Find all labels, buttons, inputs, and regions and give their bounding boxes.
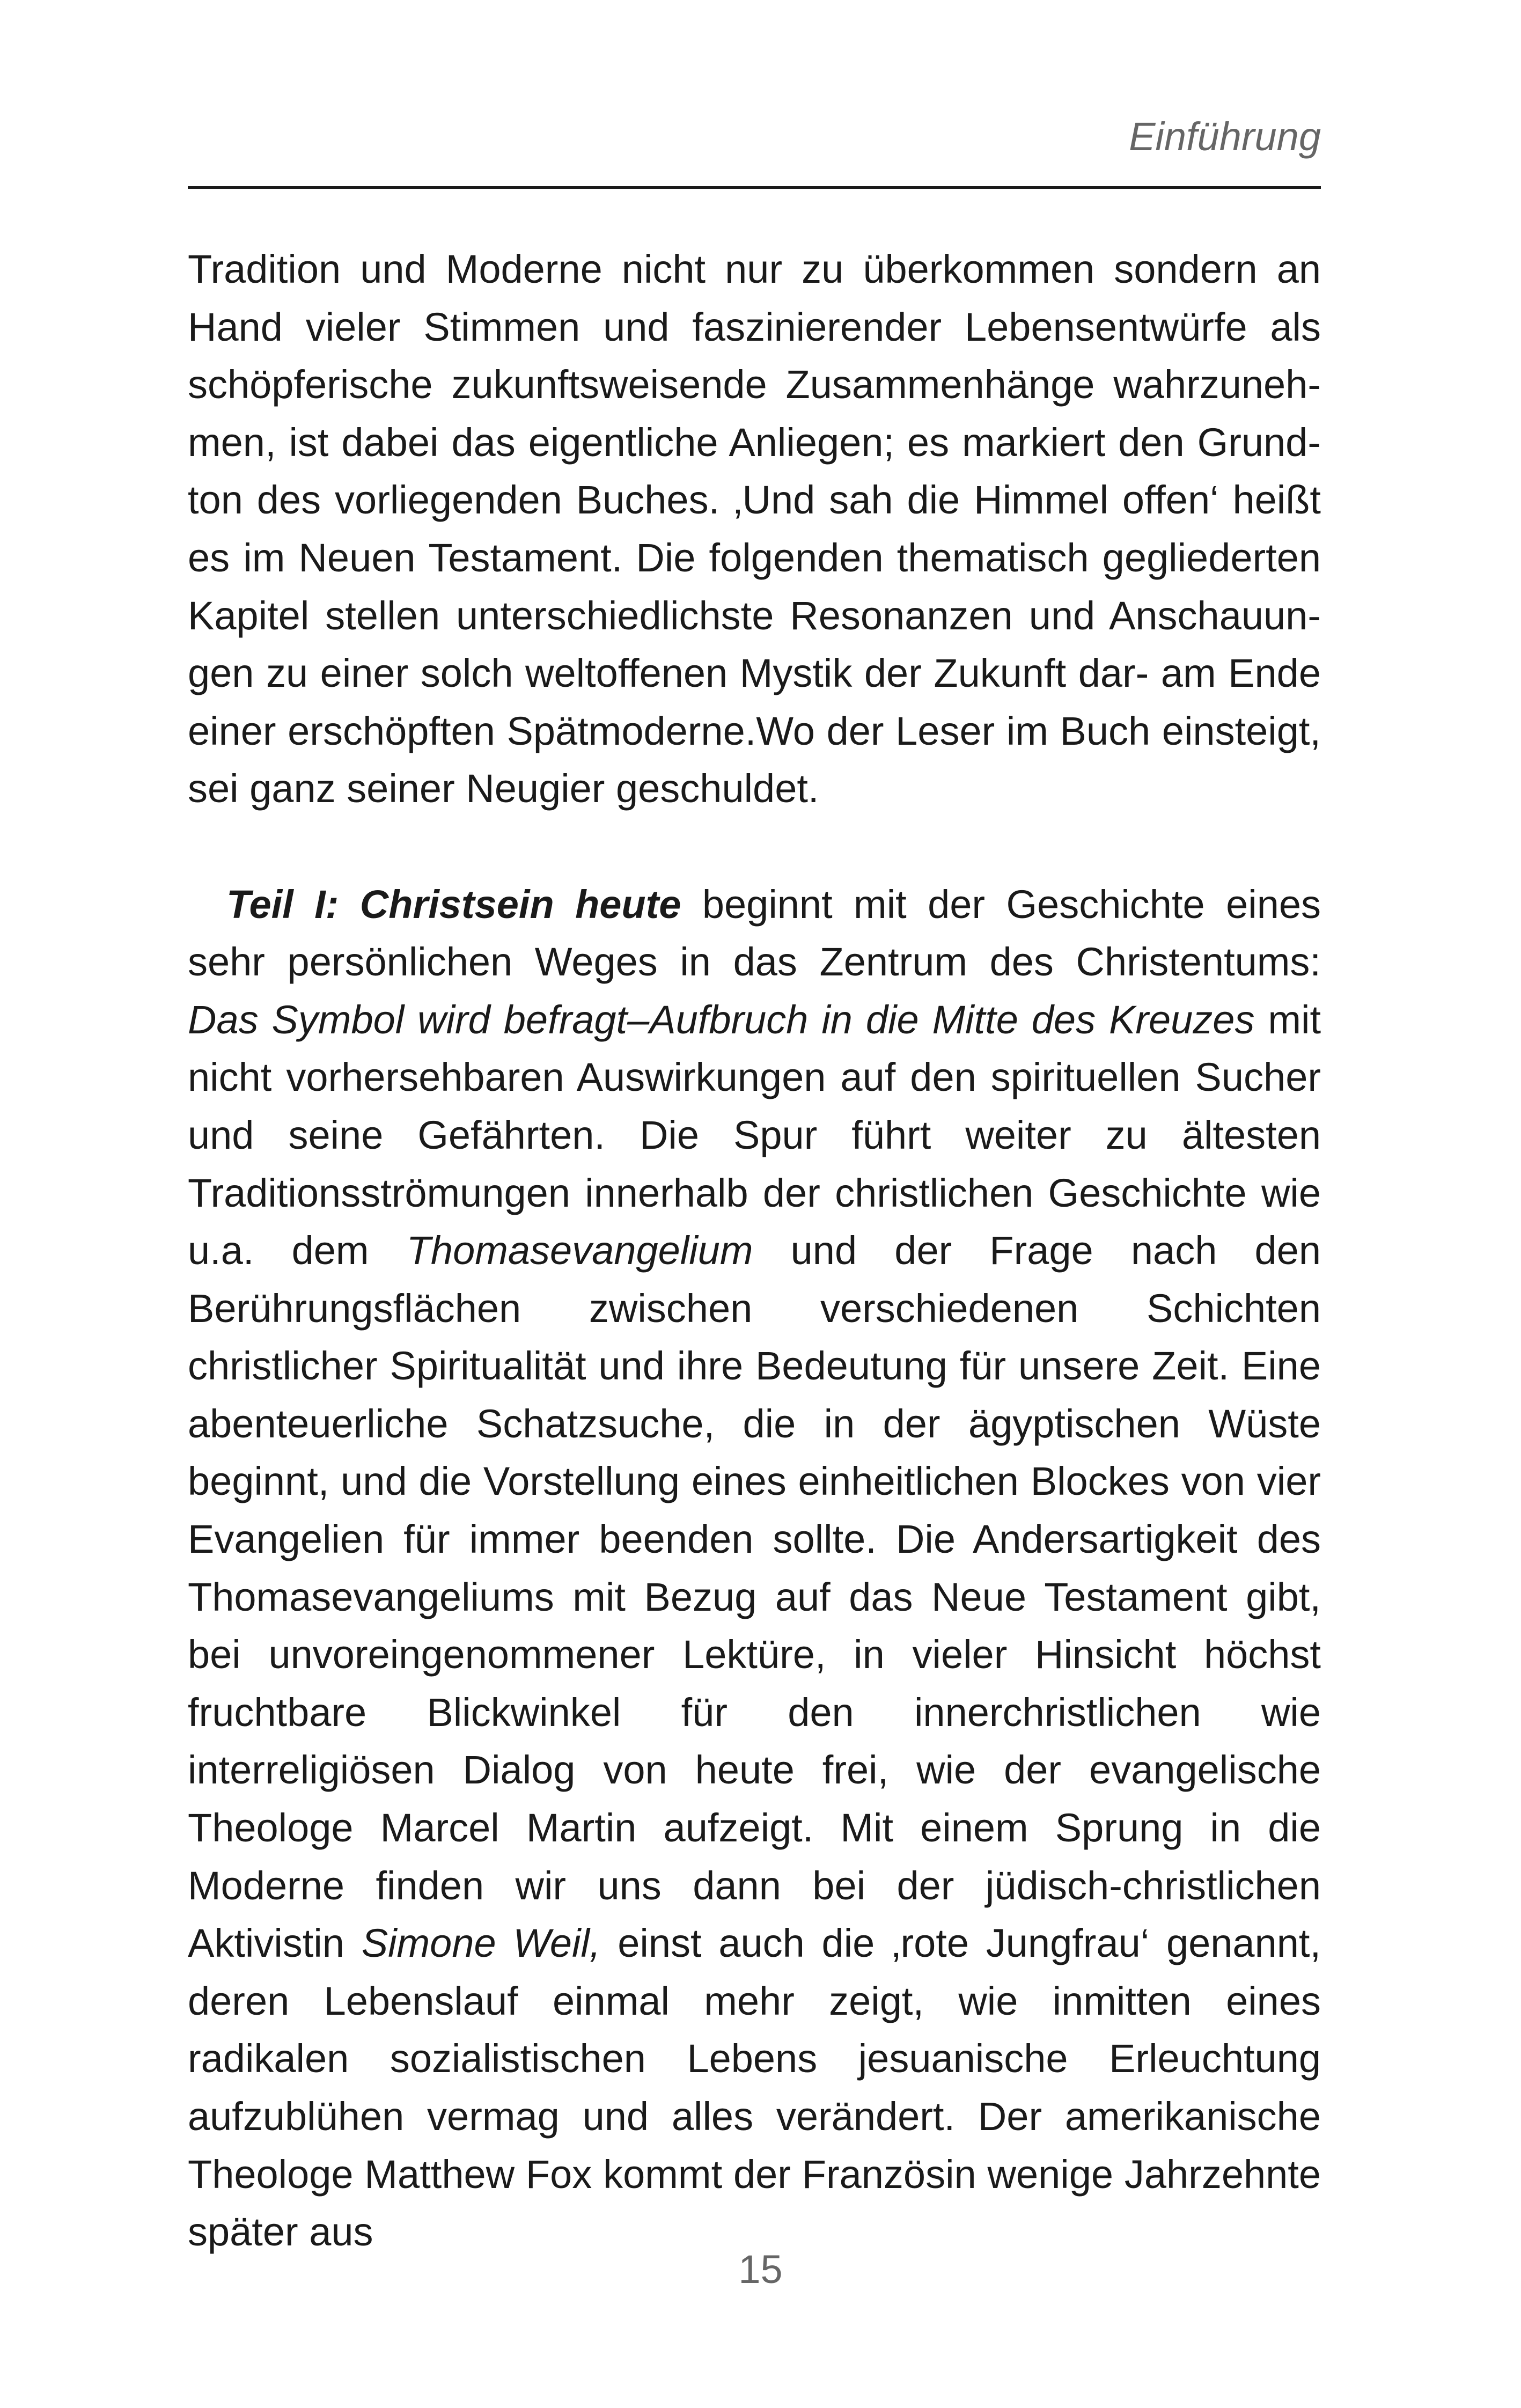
section-title: Teil I: Christsein heute [226,882,681,927]
person-name-emphasis: Simone Weil, [361,1921,601,1966]
paragraph-text: beginnt mit der Geschichte eines sehr persönlichen Weges in das Zentrum des Christentums: [188,882,1321,985]
body-text [188,240,1321,2261]
chapter-title-emphasis: Das Symbol wird befragt–Aufbruch in die Mitte des Kreuzes [188,997,1255,1042]
header-rule [188,186,1321,189]
paragraph-part-one [188,876,1321,2261]
paragraph-intro: Tradition und Moderne nicht nur zu überkommen sondern an Hand vieler Stimmen und faszinierender Lebensentwürfe als schöpferische zukunftsweisende Zusammenhänge wahrzunehmen, ist dabei das eigentliche Anliegen; es markiert den Grundton des vorliegenden Buches. ‚Und sah die Himmel offen‘ heißt es im Neuen Testament. Die folgenden thematisch gegliederten Kapitel stellen unterschiedlichste Resonanzen und Anschauungen zu einer solch weltoffenen Mystik der Zukunft dar- am Ende einer erschöpften Spätmoderne.Wo der Leser im Buch einsteigt, sei ganz seiner Neugier geschuldet. [188,247,1321,811]
gospel-title-emphasis: Thomasevangelium [406,1228,753,1273]
running-head-title: Einführung [1129,114,1321,159]
page-number: 15 [738,2247,783,2292]
paragraph-text: einst auch die ‚rote Jungfrau‘ genannt, deren Lebenslauf einmal mehr zeigt, wie inmitten eines radikalen sozialistischen Lebens jesuanische Erleuchtung aufzublühen vermag und alles verändert. Der amerikanische Theologe Matthew Fox kommt der Französin wenige Jahrzehnte später aus [188,1921,1321,2255]
paragraph-text: mit nicht vorhersehbaren Auswirkungen auf den spirituellen Sucher und seine Gefährten. Die Spur führt weiter zu ältesten Traditionsströmungen innerhalb der christlichen Geschichte wie u.a. dem [188,997,1321,1273]
paragraph-text: und der Frage nach den Berührungsflächen zwischen verschiedenen Schichten christlicher Spiritualität und ihre Bedeutung für unsere Zeit. Eine abenteuerliche Schatzsuche, die in der ägyptischen Wüste beginnt, und die Vorstellung eines einheitlichen Blockes von vier Evangelien für immer beenden sollte. Die Andersartigkeit des Thomasevangeliums mit Bezug auf das Neue Testament gibt, bei unvoreingenommener Lektüre, in vieler Hinsicht höchst fruchtbare Blickwinkel für den innerchristlichen wie interreligiösen Dialog von heute frei, wie der evangelische Theologe Marcel Martin aufzeigt. Mit einem Sprung in die Moderne finden wir uns dann bei der jüdisch-christlichen Aktivistin [188,1228,1321,1966]
